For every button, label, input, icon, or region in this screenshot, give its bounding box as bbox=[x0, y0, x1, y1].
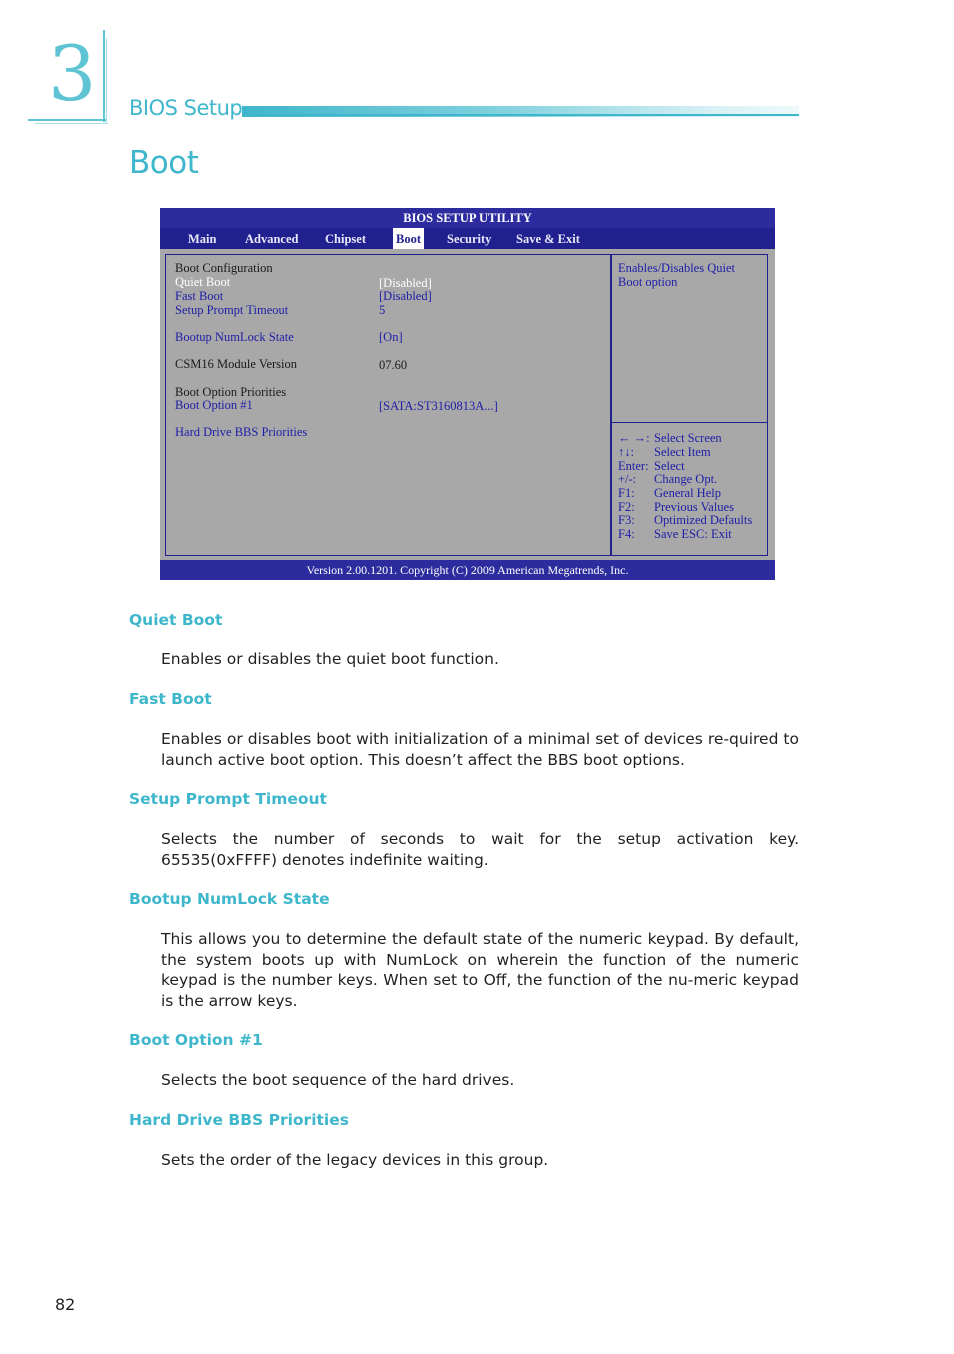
key-plus-minus-desc: Change Opt. bbox=[654, 472, 718, 486]
key-arrows-lr-desc: Select Screen bbox=[654, 431, 722, 445]
boot-option-1-item[interactable]: Boot Option #1 bbox=[175, 398, 253, 412]
csm16-version-label: CSM16 Module Version bbox=[175, 357, 298, 371]
fast-boot-item[interactable]: Fast Boot bbox=[175, 289, 224, 303]
bios-menu-bar bbox=[160, 228, 775, 249]
boot-option-1-value[interactable]: [SATA:ST3160813A...] bbox=[379, 399, 498, 413]
bios-help-panel bbox=[611, 254, 768, 556]
heading-setup-prompt-timeout: Setup Prompt Timeout bbox=[129, 790, 327, 808]
heading-bootup-numlock: Bootup NumLock State bbox=[129, 890, 330, 908]
key-enter: Enter: bbox=[618, 459, 649, 473]
bios-footer: Version 2.00.1201. Copyright (C) 2009 American Megatrends, Inc. bbox=[160, 560, 775, 580]
key-f1: F1: bbox=[618, 486, 635, 500]
key-f3: F3: bbox=[618, 513, 635, 527]
bios-title: BIOS SETUP UTILITY bbox=[160, 208, 775, 228]
bios-tab-chipset[interactable]: Chipset bbox=[325, 232, 366, 246]
para-boot-option-1: Selects the boot sequence of the hard drives. bbox=[161, 1071, 515, 1089]
quiet-boot-item[interactable]: Quiet Boot bbox=[175, 275, 231, 289]
key-arrows-lr: ← →: bbox=[618, 431, 650, 445]
chapter-frame-horizontal-shadow bbox=[34, 123, 108, 124]
header-underline bbox=[242, 114, 799, 116]
key-f4: F4: bbox=[618, 527, 635, 541]
page-number: 82 bbox=[55, 1295, 76, 1314]
bios-screenshot bbox=[160, 208, 775, 580]
setup-prompt-timeout-item[interactable]: Setup Prompt Timeout bbox=[175, 303, 289, 317]
hard-drive-bbs-item[interactable]: Hard Drive BBS Priorities bbox=[175, 425, 308, 439]
chapter-number: 3 bbox=[48, 29, 97, 118]
csm16-version-value: 07.60 bbox=[379, 358, 408, 372]
boot-option-priorities-heading: Boot Option Priorities bbox=[175, 385, 287, 399]
help-divider bbox=[612, 422, 767, 423]
key-arrows-ud: ↑↓: bbox=[618, 445, 634, 459]
bios-main-panel bbox=[165, 254, 611, 556]
key-f3-desc: Optimized Defaults bbox=[654, 513, 753, 527]
quiet-boot-value[interactable]: [Disabled] bbox=[379, 276, 432, 290]
para-fast-boot: Enables or disables boot with initialization of a minimal set of devices re-quired to launch active boot option. This doesn’t affect the BBS boot options. bbox=[161, 730, 799, 769]
key-f2-desc: Previous Values bbox=[654, 500, 734, 514]
fast-boot-value[interactable]: [Disabled] bbox=[379, 289, 432, 303]
bios-tab-advanced[interactable]: Advanced bbox=[245, 232, 299, 246]
key-plus-minus: +/-: bbox=[618, 472, 637, 486]
heading-fast-boot: Fast Boot bbox=[129, 690, 212, 708]
bios-tab-main[interactable]: Main bbox=[188, 232, 217, 246]
key-f2: F2: bbox=[618, 500, 635, 514]
heading-quiet-boot: Quiet Boot bbox=[129, 611, 223, 629]
chapter-frame-vertical bbox=[103, 30, 105, 122]
help-text-line-2: Boot option bbox=[618, 275, 678, 289]
para-setup-prompt-timeout: Selects the number of seconds to wait for the setup activation key. 65535(0xFFFF) denotes indefinite waiting. bbox=[161, 830, 799, 869]
bootup-numlock-value[interactable]: [On] bbox=[379, 330, 403, 344]
bios-tab-boot[interactable]: Boot bbox=[393, 228, 424, 249]
key-enter-desc: Select bbox=[654, 459, 685, 473]
boot-configuration-heading: Boot Configuration bbox=[175, 261, 273, 275]
setup-prompt-timeout-value[interactable]: 5 bbox=[379, 303, 386, 317]
para-quiet-boot: Enables or disables the quiet boot function. bbox=[161, 650, 499, 668]
page-title: Boot bbox=[129, 145, 199, 181]
para-hard-drive-bbs: Sets the order of the legacy devices in this group. bbox=[161, 1151, 549, 1169]
help-text-line-1: Enables/Disables Quiet bbox=[618, 261, 735, 275]
key-f1-desc: General Help bbox=[654, 486, 721, 500]
bios-tab-security[interactable]: Security bbox=[447, 232, 492, 246]
bios-tab-save-exit[interactable]: Save & Exit bbox=[516, 232, 580, 246]
para-bootup-numlock: This allows you to determine the default state of the numeric keypad. By default, the system boots up with NumLock on wherein the function of the numeric keypad is the number keys. When set to Off, the function of the nu-meric keypad is the arrow keys. bbox=[161, 930, 799, 1011]
chapter-frame-horizontal bbox=[28, 119, 106, 121]
heading-boot-option-1: Boot Option #1 bbox=[129, 1031, 263, 1049]
heading-hard-drive-bbs: Hard Drive BBS Priorities bbox=[129, 1111, 349, 1129]
key-f4-desc: Save ESC: Exit bbox=[654, 527, 732, 541]
section-label: BIOS Setup bbox=[129, 96, 243, 120]
key-arrows-ud-desc: Select Item bbox=[654, 445, 711, 459]
bootup-numlock-item[interactable]: Bootup NumLock State bbox=[175, 330, 294, 344]
chapter-frame-vertical-shadow bbox=[106, 38, 107, 124]
